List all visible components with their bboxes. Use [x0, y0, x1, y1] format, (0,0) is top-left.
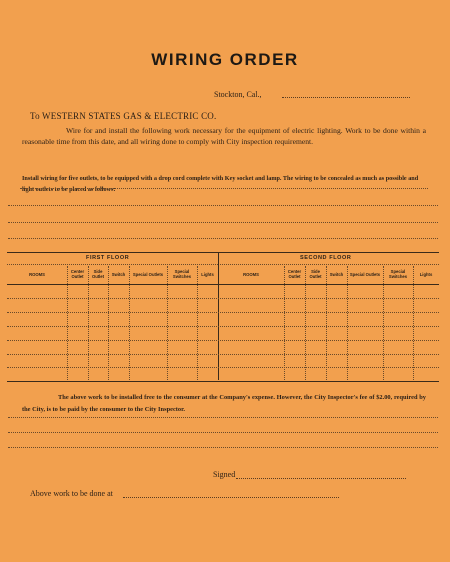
signature-line	[236, 478, 406, 479]
header-lights: Lights	[419, 271, 433, 277]
header-side-outlet: Side Outlet	[91, 269, 105, 279]
consumer-note: The above work to be installed free to the consumer at the Company's expense. However, the City Inspector's fee of $2.00, required by the City, is to be paid by the consumer to the City Inspector.	[22, 394, 426, 413]
second-floor-label: SECOND FLOOR	[300, 255, 352, 261]
table-row-line	[7, 354, 439, 355]
header-special-outlets: Special Outlets	[132, 271, 164, 277]
blank-line	[8, 432, 438, 433]
header-special-outlets: Special Outlets	[349, 271, 381, 277]
install-underline	[20, 188, 428, 189]
install-instructions: Install wiring for five outlets, to be equipped with a drop cord complete with Key socket and lamp. The wiring to be concealed as much as possible and light outlets to be placed as follows:	[22, 175, 419, 193]
header-switch: Switch	[111, 271, 126, 277]
header-special-switches: Special Switches	[172, 269, 192, 279]
form-title: WIRING ORDER	[151, 50, 299, 69]
header-lights: Lights	[201, 271, 214, 277]
header-side-outlet: Side Outlet	[309, 269, 322, 279]
second-floor-rule	[220, 264, 439, 265]
first-floor-label: FIRST FLOOR	[86, 255, 130, 261]
blank-line	[8, 238, 438, 239]
table-row-line	[7, 298, 439, 299]
addressee: To WESTERN STATES GAS & ELECTRIC CO.	[30, 111, 217, 121]
header-rooms: ROOMS	[29, 271, 45, 277]
table-row-line	[7, 312, 439, 313]
header-special-switches: Special Switches	[388, 269, 408, 279]
header-center-outlet: Center Outlet	[287, 269, 302, 279]
blank-line	[8, 447, 438, 448]
place-label: Stockton, Cal.,	[214, 90, 262, 99]
date-line	[282, 97, 410, 98]
header-center-outlet: Center Outlet	[70, 269, 85, 279]
header-switch: Switch	[329, 271, 344, 277]
table-row-line	[7, 326, 439, 327]
work-location-label: Above work to be done at	[30, 489, 113, 498]
signed-label: Signed	[213, 470, 236, 479]
first-floor-rule	[7, 264, 218, 265]
blank-line	[8, 417, 438, 418]
blank-line	[8, 205, 438, 206]
work-location-line	[123, 497, 339, 498]
table-row-line	[7, 340, 439, 341]
blank-line	[8, 222, 438, 223]
intro-paragraph: Wire for and install the following work necessary for the equipment of electric lighting. Work to be done within a reasonable time from this date, and all wiring done to comply with City inspection requirement.	[22, 126, 426, 146]
table-row-line	[7, 367, 439, 368]
header-underline	[7, 284, 439, 285]
header-rooms: ROOMS	[243, 271, 259, 277]
